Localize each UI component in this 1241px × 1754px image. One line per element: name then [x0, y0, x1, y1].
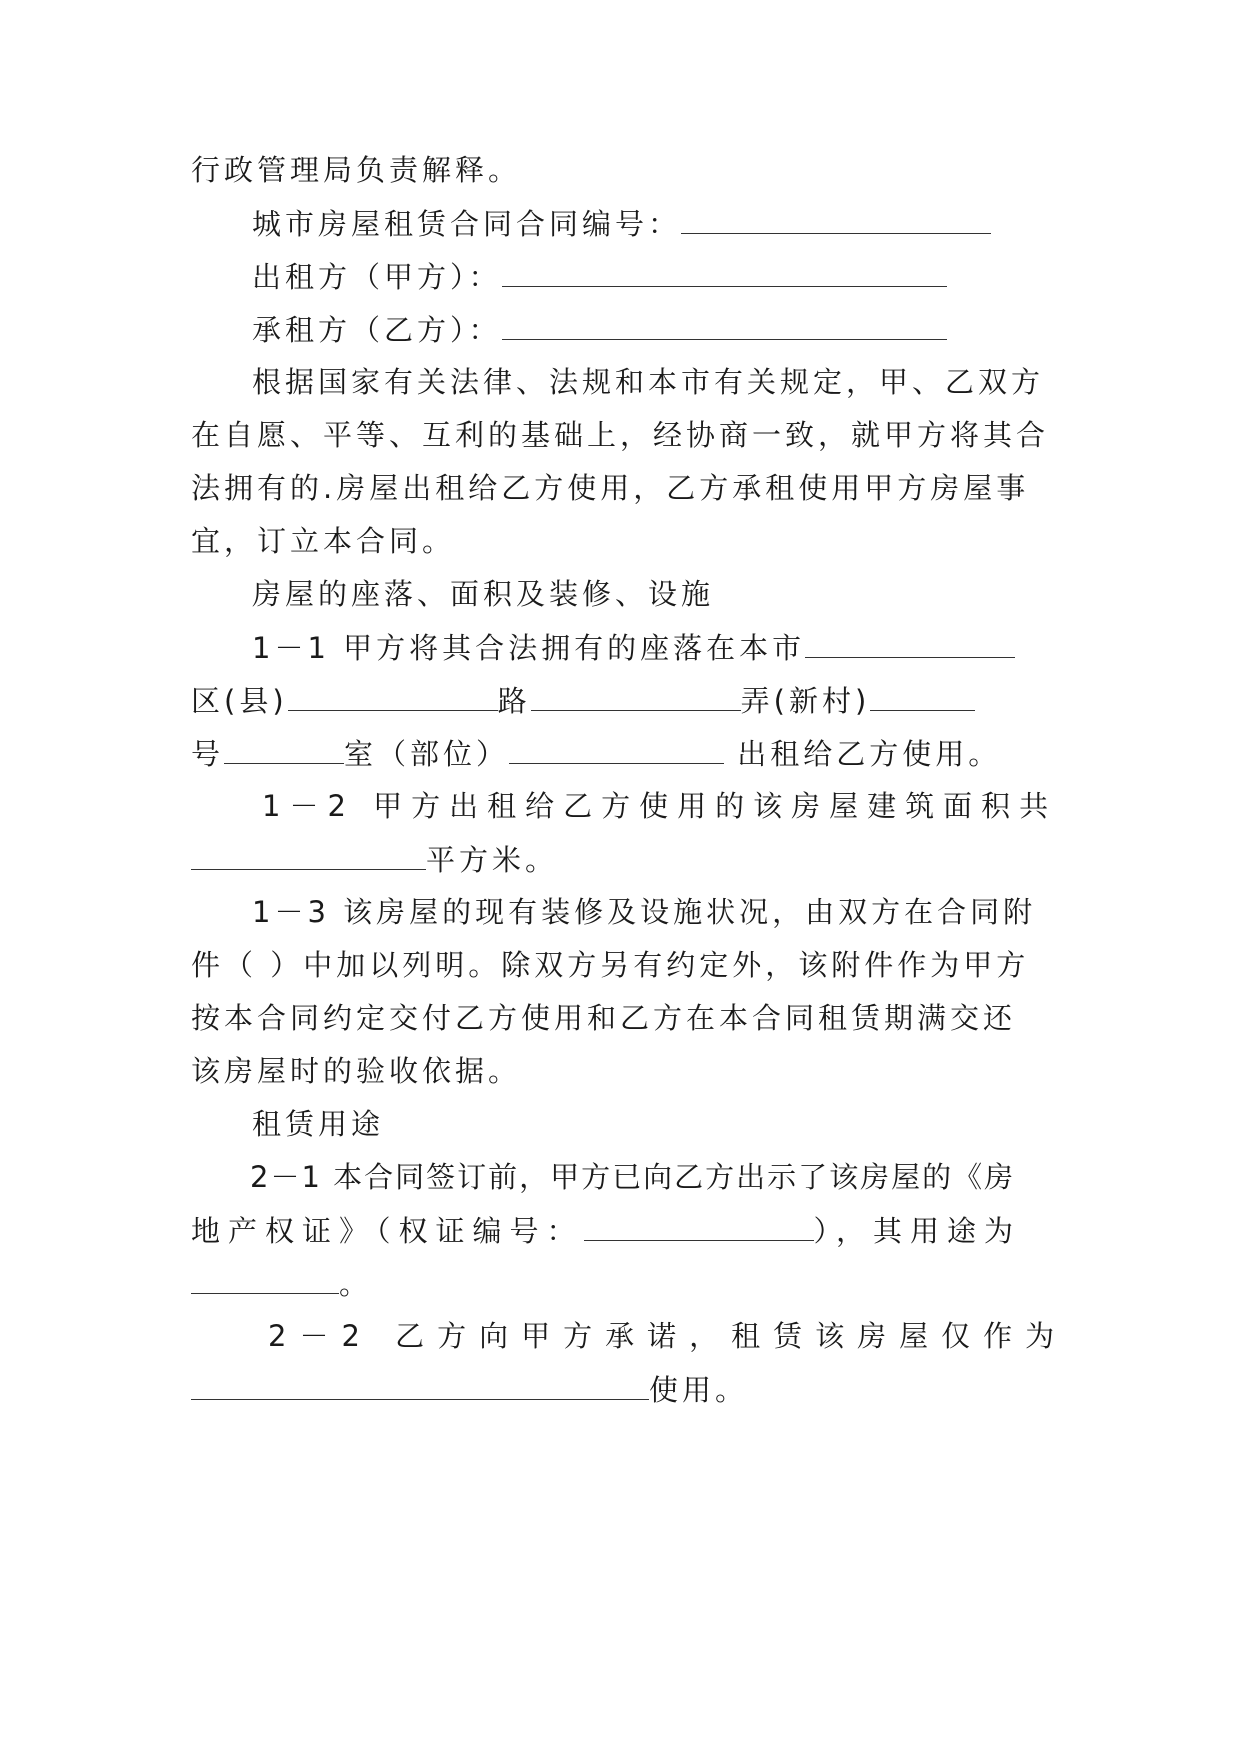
section-title: 租赁用途 [252, 1107, 385, 1141]
contract-number-label: 城市房屋租赁合同合同编号： [252, 207, 682, 241]
lessee-blank [502, 309, 947, 340]
clause-text: 1－1 甲方将其合法拥有的座落在本市 [252, 631, 806, 665]
text: 出租给乙方使用。 [737, 737, 1002, 771]
text: 根据国家有关法律、法规和本市有关规定，甲、乙双方 [252, 365, 1045, 399]
district-label: 区(县) [191, 684, 288, 718]
area-unit: 平方米。 [426, 843, 559, 877]
lane-blank [531, 680, 741, 711]
text: 。 [339, 1267, 373, 1301]
section-heading [252, 574, 1112, 614]
certificate-label: 地产权证》（权证编号： [191, 1214, 584, 1248]
paragraph-line [191, 468, 1051, 508]
number-blank [870, 680, 975, 711]
lessor-line [252, 256, 1112, 297]
text-line-1 [191, 150, 1051, 190]
clause-1-1-line [252, 627, 1112, 668]
clause-2-1-line [250, 1157, 1110, 1197]
address-line [191, 680, 1051, 721]
paragraph-line [191, 945, 1051, 985]
area-blank [191, 839, 426, 870]
clause-text: 1－2 甲方出租给乙方使用的该房屋建筑面积共 [262, 789, 1058, 823]
usage-blank [191, 1263, 339, 1294]
contract-number-blank [681, 203, 991, 234]
usage-purpose-line [191, 1369, 1051, 1410]
section-title: 房屋的座落、面积及装修、设施 [252, 577, 715, 611]
purpose-blank [191, 1369, 649, 1400]
lessee-line [252, 309, 1112, 350]
clause-2-2-line [268, 1316, 1128, 1356]
room-blank [224, 733, 344, 764]
paragraph-line [191, 415, 1051, 455]
lessee-label: 承租方（乙方）： [252, 313, 502, 347]
text: 该房屋时的验收依据。 [191, 1054, 522, 1088]
clause-1-3-line [252, 892, 1112, 932]
lessor-label: 出租方（甲方）： [252, 260, 502, 294]
road-blank [288, 680, 498, 711]
room-label: 室（部位） [344, 737, 510, 771]
paragraph-line [191, 521, 1051, 561]
contract-number-line [252, 203, 1112, 244]
number-label: 号 [191, 737, 225, 771]
text: 按本合同约定交付乙方使用和乙方在本合同租赁期满交还 [191, 1001, 1017, 1035]
certificate-blank [584, 1210, 814, 1241]
text: 行政管理局负责解释。 [191, 153, 522, 187]
usage-label: ），其用途为 [813, 1214, 1022, 1248]
district-blank [805, 627, 1015, 658]
lane-label: 弄(新村) [740, 684, 871, 718]
clause-text: 1－3 该房屋的现有装修及设施状况，由双方在合同附 [252, 895, 1037, 929]
road-label: 路 [497, 684, 531, 718]
text: 宜，订立本合同。 [191, 524, 456, 558]
text: 法拥有的.房屋出租给乙方使用，乙方承租使用甲方房屋事 [191, 471, 1030, 505]
text: 件（ ）中加以列明。除双方另有约定外，该附件作为甲方 [191, 948, 1030, 982]
clause-text: 2－1 本合同签订前，甲方已向乙方出示了该房屋的《房 [250, 1160, 1016, 1194]
clause-1-2-line [262, 786, 1122, 826]
paragraph-line [252, 362, 1112, 402]
clause-text: 2－2 乙方向甲方承诺，租赁该房屋仅作为 [268, 1319, 1068, 1353]
lessor-blank [502, 256, 947, 287]
text: 使用。 [649, 1373, 749, 1407]
usage-line [191, 1263, 1051, 1304]
part-blank [509, 733, 724, 764]
certificate-line [191, 1210, 1051, 1251]
paragraph-line [191, 1051, 1051, 1091]
section-heading [252, 1104, 1112, 1144]
paragraph-line [191, 998, 1051, 1038]
text: 在自愿、平等、互利的基础上，经协商一致，就甲方将其合 [191, 418, 1050, 452]
area-line [191, 839, 1051, 880]
address-line-2 [191, 733, 1051, 774]
